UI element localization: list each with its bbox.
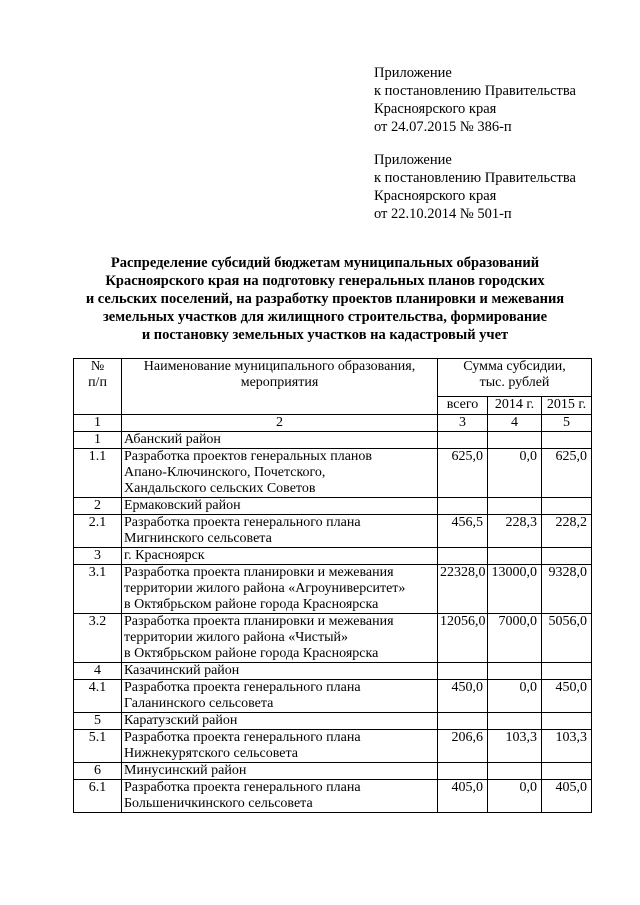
table-body	[74, 432, 592, 813]
row-name-line: в Октябрьском районе города Красноярска	[124, 597, 379, 612]
row-name-line: территории жилого района «Агроуниверситет»	[124, 581, 406, 596]
title-line: и сельских поселений, на разработку проектов планировки и межевания	[85, 291, 565, 307]
column-number: 5	[542, 415, 592, 432]
title-line: земельных участков для жилищного строительства, формирование	[102, 309, 548, 325]
row-y2015: 5056,0	[542, 614, 592, 663]
row-y2015	[542, 763, 592, 780]
row-name-line: территории жилого района «Чистый»	[124, 630, 349, 645]
row-name	[122, 780, 438, 813]
row-y2014: 0,0	[488, 680, 542, 713]
row-number: 6.1	[74, 780, 122, 813]
row-number: 1	[74, 432, 122, 449]
appendix-line: Красноярского края	[374, 101, 497, 117]
row-total: 405,0	[438, 780, 488, 813]
header-sum: Сумма субсидии, тыс. рублей	[438, 359, 592, 397]
row-y2015: 625,0	[542, 449, 592, 498]
appendix-note-current	[374, 64, 624, 136]
row-number: 1.1	[74, 449, 122, 498]
header-name: Наименование муниципального образования, мероприятия	[122, 359, 438, 415]
row-y2014	[488, 713, 542, 730]
row-number: 4.1	[74, 680, 122, 713]
row-y2014	[488, 432, 542, 449]
table-row	[74, 548, 592, 565]
title-line: Красноярского края на подготовку генеральных планов городских	[105, 273, 545, 289]
row-y2014: 0,0	[488, 449, 542, 498]
row-name	[122, 663, 438, 680]
table-row	[74, 614, 592, 663]
row-y2015: 103,3	[542, 730, 592, 763]
table-row	[74, 680, 592, 713]
column-number: 1	[74, 415, 122, 432]
row-name-line: в Октябрьском районе города Красноярска	[124, 646, 379, 661]
row-y2014	[488, 763, 542, 780]
column-number: 2	[122, 415, 438, 432]
table-row	[74, 730, 592, 763]
row-y2014: 0,0	[488, 780, 542, 813]
appendix-line: Красноярского края	[374, 188, 497, 204]
table-row	[74, 763, 592, 780]
row-name-line: Большеничкинского сельсовета	[124, 796, 313, 811]
row-total	[438, 432, 488, 449]
row-y2014: 7000,0	[488, 614, 542, 663]
row-y2015	[542, 548, 592, 565]
row-number: 2.1	[74, 515, 122, 548]
row-name	[122, 763, 438, 780]
appendix-note-original	[374, 151, 624, 223]
row-y2015	[542, 498, 592, 515]
table-row	[74, 515, 592, 548]
row-y2015: 405,0	[542, 780, 592, 813]
row-y2014	[488, 663, 542, 680]
row-number: 5	[74, 713, 122, 730]
row-name-line: Разработка проектов генеральных планов	[124, 449, 373, 464]
row-y2014: 13000,0	[488, 565, 542, 614]
row-name-line: Нижнекурятского сельсовета	[124, 746, 298, 761]
row-name	[122, 614, 438, 663]
row-name-line: Мигнинского сельсовета	[124, 531, 272, 546]
header-2015: 2015 г.	[542, 397, 592, 415]
title-line: Распределение субсидий бюджетам муниципальных образований	[110, 255, 540, 271]
table-row	[74, 713, 592, 730]
document-title	[60, 254, 590, 344]
row-number: 3	[74, 548, 122, 565]
row-total: 450,0	[438, 680, 488, 713]
row-number: 3.1	[74, 565, 122, 614]
row-y2015	[542, 713, 592, 730]
header-2014: 2014 г.	[488, 397, 542, 415]
row-y2014	[488, 498, 542, 515]
row-total	[438, 663, 488, 680]
table-row	[74, 449, 592, 498]
row-total	[438, 548, 488, 565]
row-number: 4	[74, 663, 122, 680]
row-name-line: Галанинского сельсовета	[124, 696, 274, 711]
row-name-line: Хандальского сельских Советов	[124, 481, 316, 496]
row-y2015: 9328,0	[542, 565, 592, 614]
row-number: 3.2	[74, 614, 122, 663]
row-total: 12056,0	[438, 614, 488, 663]
row-number: 2	[74, 498, 122, 515]
row-y2014: 228,3	[488, 515, 542, 548]
table-row	[74, 498, 592, 515]
table-row	[74, 780, 592, 813]
row-y2014	[488, 548, 542, 565]
row-name-line: Разработка проекта планировки и межевания	[124, 565, 394, 580]
appendix-line: от 22.10.2014 № 501-п	[374, 206, 512, 222]
row-total: 456,5	[438, 515, 488, 548]
row-name	[122, 449, 438, 498]
row-number: 5.1	[74, 730, 122, 763]
row-y2015: 450,0	[542, 680, 592, 713]
row-name-line: Минусинский район	[124, 763, 247, 778]
appendix-line: от 24.07.2015 № 386-п	[374, 119, 512, 135]
appendix-line: Приложение	[374, 65, 452, 81]
row-name-line: Разработка проекта генерального плана	[124, 680, 361, 695]
row-name-line: Казачинский район	[124, 663, 240, 678]
row-total: 206,6	[438, 730, 488, 763]
row-total: 22328,0	[438, 565, 488, 614]
row-name-line: Разработка проекта планировки и межевания	[124, 614, 394, 629]
row-total	[438, 498, 488, 515]
row-y2015: 228,2	[542, 515, 592, 548]
row-number: 6	[74, 763, 122, 780]
table-row	[74, 565, 592, 614]
row-name-line: Каратузский район	[124, 713, 238, 728]
row-name-line: Ермаковский район	[124, 498, 241, 513]
appendix-line: к постановлению Правительства	[374, 170, 576, 186]
row-y2015	[542, 432, 592, 449]
row-name	[122, 680, 438, 713]
appendix-line: к постановлению Правительства	[374, 83, 576, 99]
row-name	[122, 515, 438, 548]
row-name-line: Абанский район	[124, 432, 221, 447]
row-y2014: 103,3	[488, 730, 542, 763]
row-name	[122, 548, 438, 565]
row-name	[122, 713, 438, 730]
title-line: и постановку земельных участков на кадастровый учет	[141, 327, 509, 343]
row-total	[438, 763, 488, 780]
row-total: 625,0	[438, 449, 488, 498]
subsidy-table	[73, 358, 592, 813]
table-row	[74, 663, 592, 680]
header-total: всего	[438, 397, 488, 415]
header-number: № п/п	[74, 359, 122, 415]
row-name	[122, 432, 438, 449]
row-name-line: г. Красноярск	[124, 548, 205, 563]
column-number: 3	[438, 415, 488, 432]
table-row	[74, 432, 592, 449]
row-name	[122, 498, 438, 515]
row-name-line: Разработка проекта генерального плана	[124, 730, 361, 745]
row-name-line: Апано-Ключинского, Почетского,	[124, 465, 326, 480]
row-total	[438, 713, 488, 730]
appendix-line: Приложение	[374, 152, 452, 168]
row-name-line: Разработка проекта генерального плана	[124, 515, 361, 530]
row-name	[122, 730, 438, 763]
row-name	[122, 565, 438, 614]
row-name-line: Разработка проекта генерального плана	[124, 780, 361, 795]
row-y2015	[542, 663, 592, 680]
column-number: 4	[488, 415, 542, 432]
